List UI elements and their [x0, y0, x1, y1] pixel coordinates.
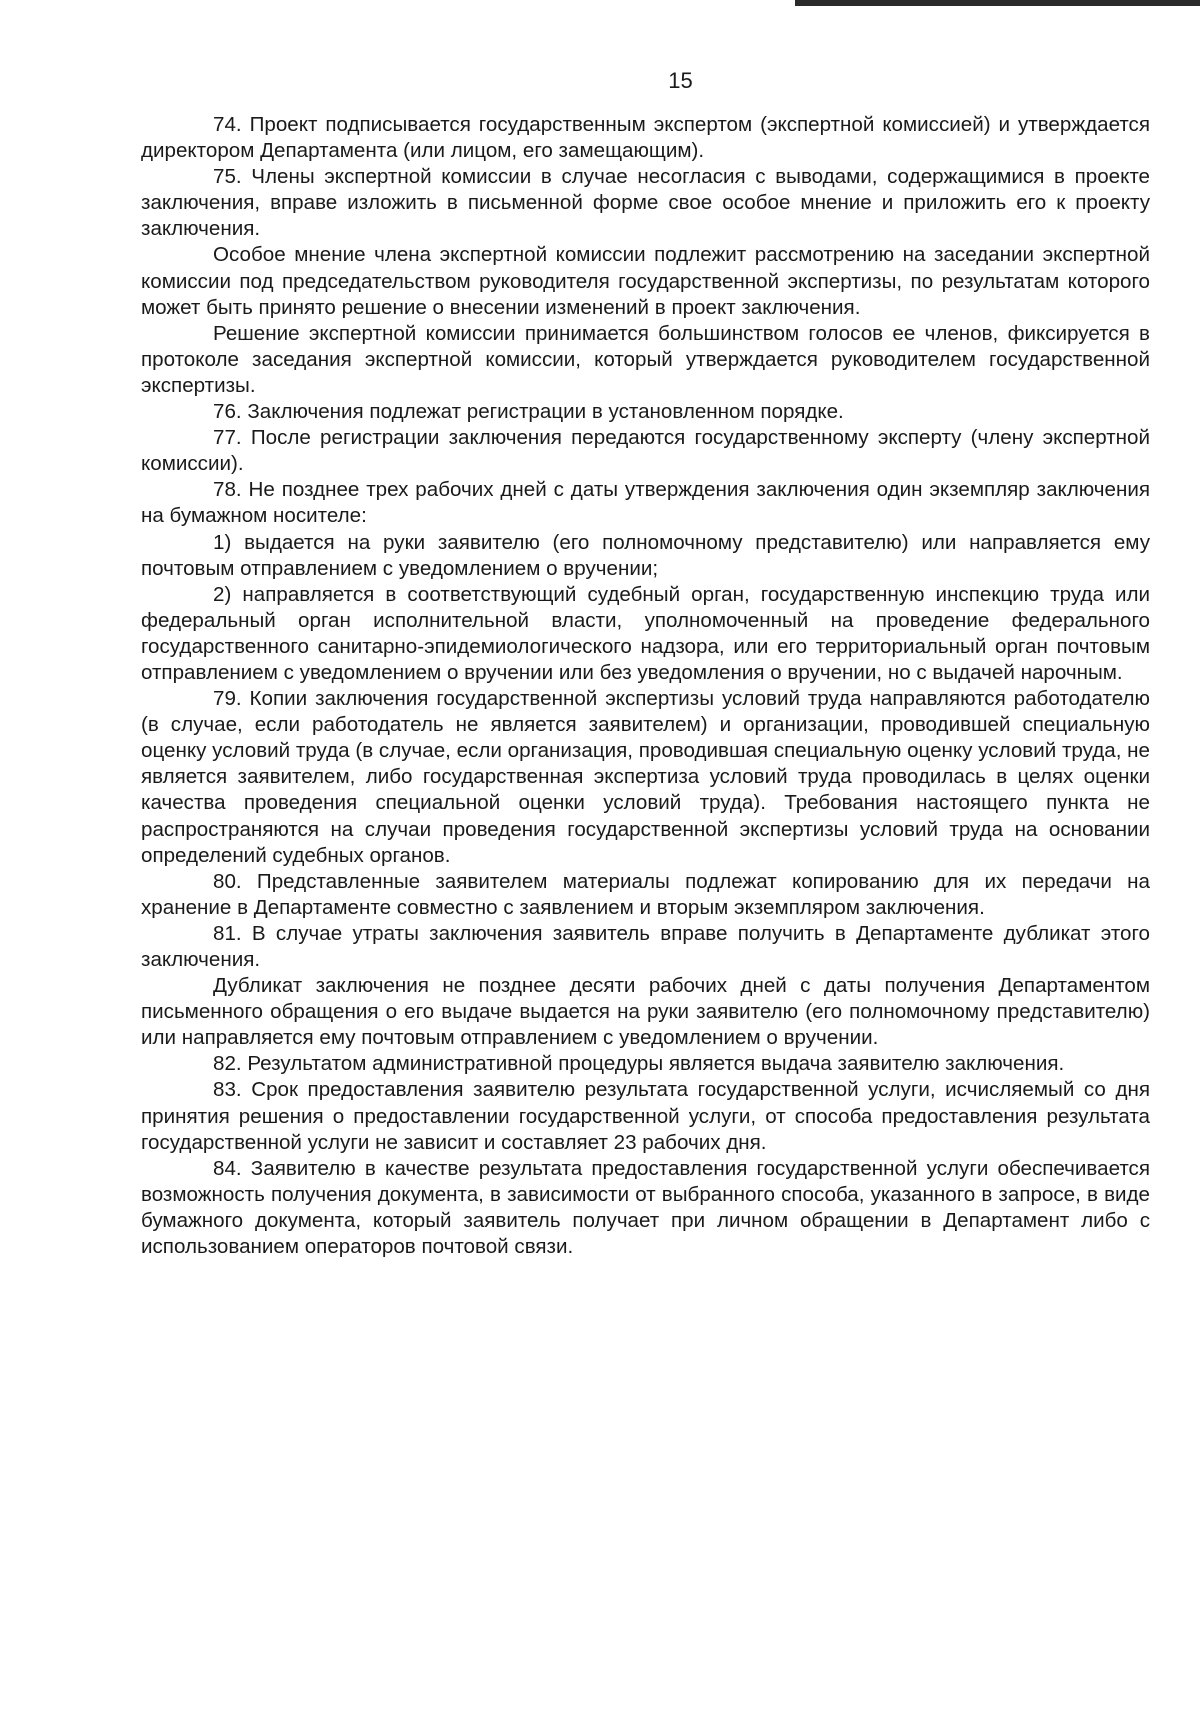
paragraph-83: 83. Срок предоставления заявителю результата государственной услуги, исчисляемый со дня принятия решения о предоставлении государственной услуги, от способа предоставления результата государственной услуги не зависит и составляет 23 рабочих дня.: [141, 1078, 1150, 1154]
page-number: 15: [668, 68, 693, 93]
paragraph-79: 79. Копии заключения государственной экспертизы условий труда направляются работодателю (в случае, если работодатель не является заявителем) и организации, проводившей специальную оценку условий труда (в случае, если организация, проводившая специальную оценку условий труда, не является заявителем, либо государственная экспертиза условий труда проводилась в целях оценки качества проведения специальной оценки условий труда). Требования настоящего пункта не распространяются на случаи проведения государственной экспертизы условий труда на основании определений судебных органов.: [141, 687, 1150, 867]
paragraph-76: 76. Заключения подлежат регистрации в установленном порядке.: [213, 400, 844, 424]
paragraph-75: 75. Члены экспертной комиссии в случае несогласия с выводами, содержащимися в проекте заключения, вправе изложить в письменной форме свое особое мнение и приложить его к проекту заключения.: [141, 165, 1150, 241]
paragraph-78-item-1: 1) выдается на руки заявителю (его полномочному представителю) или направляется ему почтовым отправлением с уведомлением о вручении;: [141, 530, 1150, 580]
paragraph-78-item-2: 2) направляется в соответствующий судебный орган, государственную инспекцию труда или федеральный орган исполнительной власти, уполномоченный на проведение федерального государственного санитарно-эпидемиологического надзора, или его территориальный орган почтовым отправлением с уведомлением о вручении или без уведомления о вручении, но с выдачей нарочным.: [141, 582, 1150, 684]
body-text: [141, 112, 1150, 1260]
paragraph-80: 80. Представленные заявителем материалы подлежат копированию для их передачи на хранение в Департаменте совместно с заявлением и вторым экземпляром заключения.: [141, 869, 1150, 919]
paragraph-81-duplicate: Дубликат заключения не позднее десяти рабочих дней с даты получения Департаментом письменного обращения о его выдаче выдается на руки заявителю (его полномочному представителю) или направляется ему почтовым отправлением с уведомлением о вручении.: [141, 974, 1150, 1050]
paragraph-81: 81. В случае утраты заключения заявитель вправе получить в Департаменте дубликат этого заключения.: [141, 921, 1150, 971]
paragraph-78: 78. Не позднее трех рабочих дней с даты утверждения заключения один экземпляр заключения на бумажном носителе:: [141, 478, 1150, 528]
paragraph-82: 82. Результатом административной процедуры является выдача заявителю заключения.: [213, 1052, 1065, 1076]
paragraph-74: 74. Проект подписывается государственным экспертом (экспертной комиссией) и утверждается директором Департамента (или лицом, его замещающим).: [141, 113, 1150, 163]
paragraph-84: 84. Заявителю в качестве результата предоставления государственной услуги обеспечивается возможность получения документа, в зависимости от выбранного способа, указанного в запросе, в виде бумажного документа, который заявитель получает при личном обращении в Департамент либо с использованием операторов почтовой связи.: [141, 1156, 1150, 1259]
paragraph-75-dissent: Особое мнение члена экспертной комиссии подлежит рассмотрению на заседании экспертной комиссии под председательством руководителя государственной экспертизы, по результатам которого может быть принято решение о внесении изменений в проект заключения.: [141, 243, 1150, 319]
paragraph-77: 77. После регистрации заключения передаются государственному эксперту (члену экспертной комиссии).: [141, 426, 1150, 476]
paragraph-75-decision: Решение экспертной комиссии принимается большинством голосов ее членов, фиксируется в протоколе заседания экспертной комиссии, который утверждается руководителем государственной экспертизы.: [141, 321, 1150, 397]
